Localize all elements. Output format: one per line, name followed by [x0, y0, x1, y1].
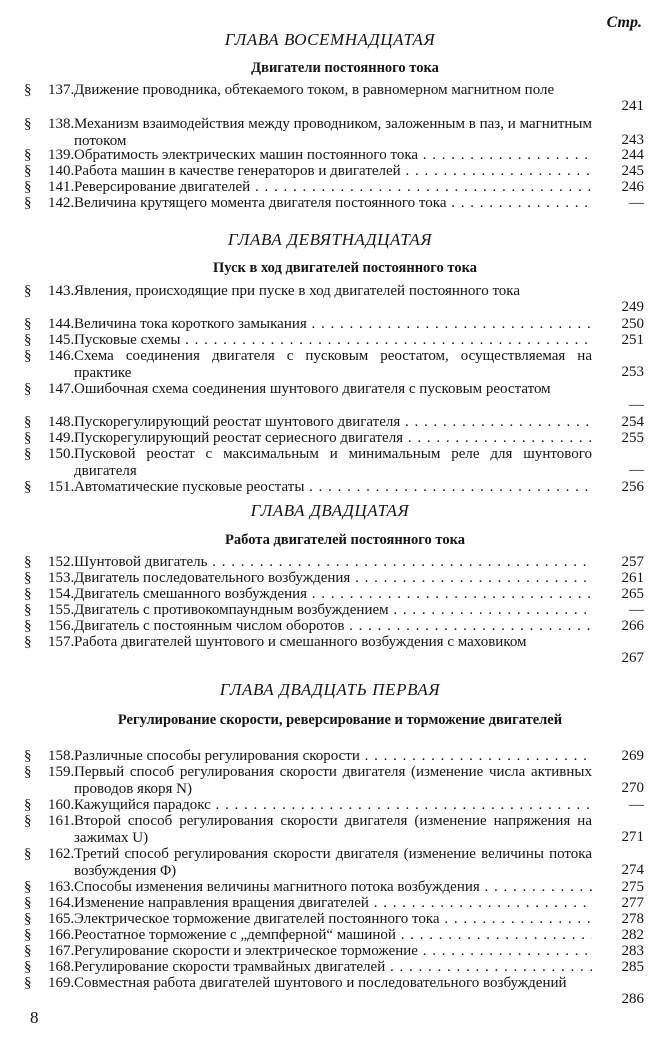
- section-title: Обратимость электрических машин постоянного тока . . .: [74, 147, 592, 164]
- section-number: 139.: [48, 147, 75, 163]
- section-sign: §: [24, 163, 32, 179]
- section-sign: §: [24, 570, 32, 586]
- section-title: Величина крутящего момента двигателя постоянного тока . . .: [74, 195, 592, 212]
- section-page-number: —: [629, 602, 644, 618]
- section-title: Пускорегулирующий реостат шунтового двигателя . . .: [74, 414, 592, 431]
- section-page-number: 257: [621, 554, 644, 570]
- section-sign: §: [24, 879, 32, 895]
- section-page-number: 269: [621, 748, 644, 764]
- section-number: 166.: [48, 927, 75, 943]
- section-sign: §: [24, 316, 32, 332]
- section-sign: §: [24, 927, 32, 943]
- toc-entry[interactable]: [16, 764, 656, 798]
- section-sign: §: [24, 634, 32, 650]
- toc-entry[interactable]: [16, 332, 656, 349]
- toc-entry[interactable]: [16, 943, 656, 960]
- section-title: Шунтовой двигатель . . .: [74, 554, 592, 571]
- section-page-number: 249: [621, 299, 644, 315]
- section-sign: §: [24, 283, 32, 299]
- section-title: Электрическое торможение двигателей постоянного тока . . .: [74, 911, 592, 928]
- section-page-number: 282: [621, 927, 644, 943]
- section-page-number: 244: [621, 147, 644, 163]
- toc-entry[interactable]: [16, 846, 656, 880]
- section-title: Реверсирование двигателей . . .: [74, 179, 592, 196]
- section-sign: §: [24, 586, 32, 602]
- section-title: Двигатель смешанного возбуждения . . .: [74, 586, 592, 603]
- section-number: 167.: [48, 943, 75, 959]
- section-number: 138.: [48, 116, 75, 132]
- section-sign: §: [24, 116, 32, 132]
- toc-entry[interactable]: [16, 116, 656, 150]
- chapter-subtitle: Регулирование скорости, реверсирование и торможение двигателей: [117, 712, 563, 728]
- toc-entry[interactable]: [16, 163, 656, 180]
- section-page-number: 246: [621, 179, 644, 195]
- section-number: 143.: [48, 283, 75, 299]
- section-page-number: —: [629, 797, 644, 813]
- section-sign: §: [24, 414, 32, 430]
- toc-entry[interactable]: [16, 895, 656, 912]
- toc-entry[interactable]: [16, 618, 656, 635]
- chapter-heading: ГЛАВА ДВАДЦАТЬ ПЕРВАЯ: [219, 680, 441, 699]
- toc-entry[interactable]: [16, 602, 656, 619]
- section-title: Кажущийся парадокс . . .: [74, 797, 592, 814]
- section-title: Механизм взаимодействия между проводником, заложенным в паз, и магнитным потоком: [74, 116, 592, 149]
- section-page-number: —: [629, 397, 644, 413]
- section-number: 157.: [48, 634, 75, 650]
- section-sign: §: [24, 147, 32, 163]
- section-number: 145.: [48, 332, 75, 348]
- section-page-number: 278: [621, 911, 644, 927]
- section-page-number: 250: [621, 316, 644, 332]
- section-page-number: 286: [621, 991, 644, 1007]
- section-title: Регулирование скорости трамвайных двигателей . . .: [74, 959, 592, 976]
- section-sign: §: [24, 797, 32, 813]
- section-number: 160.: [48, 797, 75, 813]
- section-number: 152.: [48, 554, 75, 570]
- section-sign: §: [24, 846, 32, 862]
- section-number: 163.: [48, 879, 75, 895]
- section-page-number: 275: [621, 879, 644, 895]
- section-title: Движение проводника, обтекаемого током, в равномерном магнитном поле: [74, 82, 555, 98]
- section-number: 168.: [48, 959, 75, 975]
- section-number: 164.: [48, 895, 75, 911]
- toc-entry[interactable]: [16, 570, 656, 587]
- section-sign: §: [24, 748, 32, 764]
- toc-entry[interactable]: [16, 554, 656, 571]
- toc-entry[interactable]: [16, 414, 656, 431]
- toc-entry[interactable]: [16, 797, 656, 814]
- toc-entry[interactable]: [16, 381, 656, 415]
- section-number: 150.: [48, 446, 75, 462]
- section-title: Работа машин в качестве генераторов и двигателей . . .: [74, 163, 592, 180]
- section-number: 146.: [48, 348, 75, 364]
- section-sign: §: [24, 911, 32, 927]
- section-title: Ошибочная схема соединения шунтового двигателя с пусковым реостатом: [74, 381, 551, 397]
- toc-entry[interactable]: [16, 430, 656, 447]
- section-page-number: —: [629, 195, 644, 211]
- section-sign: §: [24, 82, 32, 98]
- section-title: Третий способ регулирования скорости двигателя (изменение величины потока возбуждения Φ): [74, 846, 592, 879]
- toc-entry[interactable]: [16, 82, 656, 116]
- section-page-number: 253: [621, 364, 644, 380]
- toc-entry[interactable]: [16, 283, 656, 317]
- section-number: 147.: [48, 381, 75, 397]
- toc-entry[interactable]: [16, 813, 656, 847]
- section-title: Величина тока короткого замыкания . . .: [74, 316, 592, 333]
- section-number: 142.: [48, 195, 75, 211]
- toc-entry[interactable]: [16, 975, 656, 1009]
- chapter-subtitle: Двигатели постоянного тока: [251, 60, 439, 76]
- section-title: Изменение направления вращения двигателей . . .: [74, 895, 592, 912]
- section-sign: §: [24, 975, 32, 991]
- section-page-number: 243: [621, 132, 644, 148]
- section-sign: §: [24, 618, 32, 634]
- chapter-heading: ГЛАВА ДВАДЦАТАЯ: [250, 501, 410, 520]
- section-title: Явления, происходящие при пуске в ход двигателей постоянного тока: [74, 283, 521, 299]
- section-number: 154.: [48, 586, 75, 602]
- section-page-number: 267: [621, 650, 644, 666]
- section-number: 144.: [48, 316, 75, 332]
- section-sign: §: [24, 381, 32, 397]
- toc-entry[interactable]: [16, 634, 656, 668]
- toc-entry[interactable]: [16, 927, 656, 944]
- section-number: 165.: [48, 911, 75, 927]
- section-page-number: 283: [621, 943, 644, 959]
- toc-entry[interactable]: [16, 446, 656, 480]
- section-number: 137.: [48, 82, 75, 98]
- chapter-heading: ГЛАВА ВОСЕМНАДЦАТАЯ: [224, 30, 436, 49]
- section-page-number: —: [629, 462, 644, 478]
- toc-entry[interactable]: [16, 179, 656, 196]
- section-page-number: 285: [621, 959, 644, 975]
- section-number: 155.: [48, 602, 75, 618]
- section-title: Пусковые схемы . . .: [74, 332, 592, 349]
- section-title: Автоматические пусковые реостаты . . .: [74, 479, 592, 496]
- section-page-number: 265: [621, 586, 644, 602]
- section-page-number: 270: [621, 780, 644, 796]
- section-title: Двигатель последовательного возбуждения . . .: [74, 570, 592, 587]
- section-title: Реостатное торможение с „демпферной“ машиной . . .: [74, 927, 592, 944]
- section-number: 169.: [48, 975, 75, 991]
- section-title: Работа двигателей шунтового и смешанного возбуждения с маховиком: [74, 634, 527, 650]
- section-page-number: 271: [621, 829, 644, 845]
- section-sign: §: [24, 332, 32, 348]
- section-page-number: 256: [621, 479, 644, 495]
- section-title: Регулирование скорости и электрическое торможение . . .: [74, 943, 592, 960]
- section-sign: §: [24, 179, 32, 195]
- toc-entry[interactable]: [16, 316, 656, 333]
- section-title: Пусковой реостат с максимальным и минимальным реле для шунтового двигателя: [74, 446, 592, 479]
- chapter-subtitle: Работа двигателей постоянного тока: [225, 532, 465, 548]
- section-page-number: 245: [621, 163, 644, 179]
- toc-entry[interactable]: [16, 479, 656, 496]
- section-page-number: 277: [621, 895, 644, 911]
- section-page-number: 266: [621, 618, 644, 634]
- section-sign: §: [24, 895, 32, 911]
- section-sign: §: [24, 195, 32, 211]
- section-number: 156.: [48, 618, 75, 634]
- section-number: 140.: [48, 163, 75, 179]
- toc-entry[interactable]: [16, 586, 656, 603]
- toc-entry[interactable]: [16, 911, 656, 928]
- toc-entry[interactable]: [16, 959, 656, 976]
- section-title: Второй способ регулирования скорости двигателя (изменение напряжения на зажимах U): [74, 813, 592, 846]
- section-sign: §: [24, 602, 32, 618]
- toc-entry[interactable]: [16, 348, 656, 382]
- section-number: 151.: [48, 479, 75, 495]
- section-page-number: 255: [621, 430, 644, 446]
- section-page-number: 274: [621, 862, 644, 878]
- section-title: Совместная работа двигателей шунтового и последовательного возбуждений: [74, 975, 567, 991]
- section-number: 158.: [48, 748, 75, 764]
- toc-entry[interactable]: [16, 879, 656, 896]
- toc-entry[interactable]: [16, 195, 656, 212]
- section-number: 162.: [48, 846, 75, 862]
- section-page-number: 241: [621, 98, 644, 114]
- section-sign: §: [24, 943, 32, 959]
- toc-entry[interactable]: [16, 147, 656, 164]
- page-number: 8: [30, 1008, 39, 1027]
- section-page-number: 254: [621, 414, 644, 430]
- section-title: Двигатель с постоянным числом оборотов . . .: [74, 618, 592, 635]
- section-number: 149.: [48, 430, 75, 446]
- section-sign: §: [24, 348, 32, 364]
- section-sign: §: [24, 959, 32, 975]
- section-sign: §: [24, 446, 32, 462]
- section-number: 161.: [48, 813, 75, 829]
- section-page-number: 261: [621, 570, 644, 586]
- section-sign: §: [24, 430, 32, 446]
- section-title: Первый способ регулирования скорости двигателя (изменение числа активных проводов якоря N): [74, 764, 592, 797]
- chapter-heading: ГЛАВА ДЕВЯТНАДЦАТАЯ: [227, 230, 433, 249]
- section-title: Двигатель с противокомпаундным возбуждением . . .: [74, 602, 592, 619]
- page-column-header: Стр.: [606, 14, 642, 31]
- section-sign: §: [24, 764, 32, 780]
- section-title: Способы изменения величины магнитного потока возбуждения . . .: [74, 879, 592, 896]
- section-sign: §: [24, 554, 32, 570]
- toc-entry[interactable]: [16, 748, 656, 765]
- section-number: 148.: [48, 414, 75, 430]
- section-number: 153.: [48, 570, 75, 586]
- section-sign: §: [24, 479, 32, 495]
- section-page-number: 251: [621, 332, 644, 348]
- chapter-subtitle: Пуск в ход двигателей постоянного тока: [213, 260, 477, 276]
- section-number: 159.: [48, 764, 75, 780]
- section-title: Различные способы регулирования скорости . . .: [74, 748, 592, 765]
- section-number: 141.: [48, 179, 75, 195]
- section-title: Схема соединения двигателя с пусковым реостатом, осуществляемая на практике: [74, 348, 592, 381]
- section-title: Пускорегулирующий реостат сериесного двигателя . . .: [74, 430, 592, 447]
- section-sign: §: [24, 813, 32, 829]
